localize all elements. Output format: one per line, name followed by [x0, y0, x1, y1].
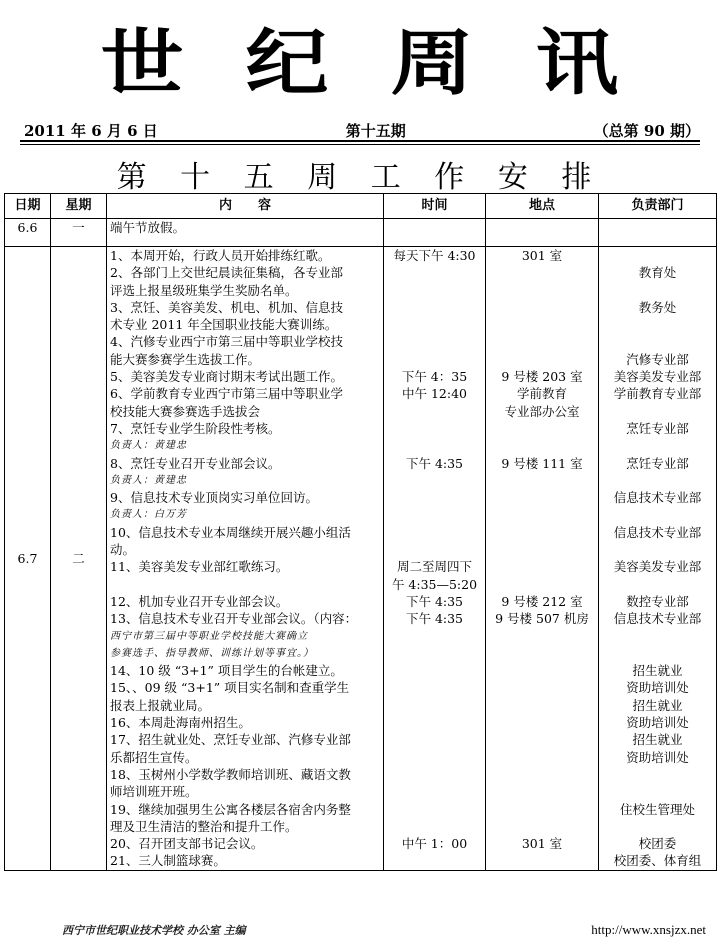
time-line — [387, 766, 482, 783]
content-line: 校技能大赛参赛选手选拔会 — [110, 403, 261, 419]
masthead-char-4: 讯 — [536, 20, 619, 105]
time-line — [387, 489, 482, 506]
content-line: 术专业 2011 年全国职业技能大赛训练。 — [110, 317, 338, 333]
dept-line — [602, 282, 713, 299]
time-line — [387, 714, 482, 731]
dept-line: 教育处 — [638, 265, 677, 281]
content-line: 1、本周开始，行政人员开始排练红歌。 — [110, 248, 331, 263]
masthead-rule-thin — [20, 144, 700, 145]
time-line: 中午 12:40 — [402, 386, 467, 402]
dept-line — [602, 628, 713, 645]
dept-line: 校团委 — [638, 836, 677, 852]
dept-line: 信息技术专业部 — [613, 611, 702, 627]
dept-line: 美容美发专业部 — [613, 559, 702, 575]
dept-line: 信息技术专业部 — [613, 524, 702, 540]
place-line — [489, 749, 595, 766]
place-line — [489, 316, 595, 333]
time-line — [387, 437, 482, 454]
time-line: 下午 4：35 — [401, 369, 468, 385]
dept-line: 美容美发专业部 — [613, 369, 702, 385]
content-line: 负责人：黄建忠 — [110, 474, 187, 486]
dept-line: 汽修专业部 — [626, 351, 689, 367]
place-line — [489, 437, 595, 454]
content-line — [110, 576, 380, 593]
place-line — [489, 576, 595, 593]
header-date: 日期 — [5, 194, 51, 219]
time-line — [387, 628, 482, 645]
dept-line — [602, 783, 713, 800]
place-line — [489, 628, 595, 645]
dept-line: 信息技术专业部 — [613, 490, 702, 506]
time-line — [387, 801, 482, 818]
time-line — [387, 524, 482, 541]
time-line — [387, 731, 482, 748]
content-line: 6、学前教育专业西宁市第三届中等职业学 — [110, 386, 343, 402]
place-line — [489, 783, 595, 800]
content-line: 理及卫生清洁的整治和提升工作。 — [110, 818, 298, 834]
place-line — [489, 697, 595, 714]
content-line: 动。 — [110, 542, 136, 558]
place-line — [489, 766, 595, 783]
place-line — [489, 679, 595, 696]
content-line: 18、玉树州小学数学教师培训班、藏语文教 — [110, 766, 351, 782]
place-line: 9 号楼 212 室 — [501, 593, 583, 609]
content-line: 14、10 级 “3+1” 项目学生的台帐建立。 — [110, 663, 343, 679]
dept-line: 学前教育专业部 — [613, 386, 702, 402]
place-line — [489, 282, 595, 299]
time-line — [387, 852, 482, 869]
dept-line — [602, 541, 713, 558]
place-line — [489, 506, 595, 523]
content-line: 12、机加专业召开专业部会议。 — [110, 593, 289, 609]
place-line — [489, 558, 595, 575]
issue-number: 第十五期 — [345, 122, 406, 140]
place-line — [489, 333, 595, 350]
content-line: 10、信息技术专业本周继续开展兴趣小组活 — [110, 524, 351, 540]
content-line: 15、、09 级 “3+1” 项目实名制和查重学生 — [110, 680, 350, 696]
place-line — [489, 299, 595, 316]
place-line: 专业部办公室 — [504, 403, 580, 419]
row-time — [384, 247, 486, 871]
masthead-char-2: 纪 — [246, 20, 329, 105]
place-line — [489, 801, 595, 818]
place-line — [489, 818, 595, 835]
dept-line — [602, 316, 713, 333]
place-line: 9 号楼 203 室 — [501, 369, 583, 385]
row-time — [384, 219, 486, 247]
row-date: 6.6 — [5, 219, 51, 247]
time-line — [387, 420, 482, 437]
time-line: 下午 4:35 — [405, 593, 464, 609]
footer-url[interactable]: http://www.xnsjzx.net — [591, 922, 706, 937]
header-weekday: 星期 — [51, 194, 107, 219]
time-line — [387, 333, 482, 350]
schedule-table — [4, 193, 717, 871]
time-line — [387, 662, 482, 679]
place-line — [489, 541, 595, 558]
place-line — [489, 731, 595, 748]
dept-line — [602, 403, 713, 420]
content-line: 参赛选手、指导教师、训练计划等事宜。） — [110, 647, 314, 659]
dept-line: 招生就业 — [632, 732, 683, 748]
content-line: 13、信息技术专业召开专业部会议。（内容： — [110, 611, 358, 627]
row-date: 6.7 — [5, 247, 51, 871]
table-row — [5, 247, 717, 871]
dept-line: 数控专业部 — [626, 593, 689, 609]
content-line: 负责人：白万芳 — [110, 509, 187, 521]
time-line: 下午 4:35 — [405, 611, 464, 627]
dept-line: 资助培训处 — [626, 715, 689, 731]
masthead-char-1: 世 — [101, 20, 184, 105]
dept-line — [602, 472, 713, 489]
dept-line — [602, 576, 713, 593]
row-content — [107, 247, 384, 871]
row-place — [486, 247, 599, 871]
place-line — [489, 420, 595, 437]
content-line: 19、继续加强男生公寓各楼层各宿舍内务整 — [110, 801, 351, 817]
header-content: 内 容 — [107, 194, 384, 219]
time-line — [387, 541, 482, 558]
document-title: 第 十 五 周 工 作 安 排 — [116, 160, 604, 195]
content-line: 评选上报星级班集学生奖励名单。 — [110, 282, 298, 298]
dept-line — [602, 645, 713, 662]
content-line: 2、各部门上交世纪晨读征集稿，各专业部 — [110, 265, 343, 281]
content-line: 3、烹饪、美容美发、机电、机加、信息技 — [110, 299, 343, 315]
content-line: 负责人：黄建忠 — [110, 440, 187, 452]
time-line — [387, 783, 482, 800]
header-dept: 负责部门 — [599, 194, 717, 219]
place-line — [489, 645, 595, 662]
dept-line: 资助培训处 — [626, 749, 689, 765]
time-line — [387, 645, 482, 662]
time-line — [387, 316, 482, 333]
content-line: 11、美容美发专业部红歌练习。 — [110, 559, 289, 575]
time-line — [387, 818, 482, 835]
place-line: 301 室 — [521, 836, 563, 852]
content-line: 7、烹饪专业学生阶段性考核。 — [110, 420, 281, 436]
row-place — [486, 219, 599, 247]
dept-line — [602, 506, 713, 523]
content-line: 17、招生就业处、烹饪专业部、汽修专业部 — [110, 732, 351, 748]
footer-publisher: 西宁市世纪职业技术学校 办公室 主编 — [62, 924, 246, 937]
time-line — [387, 282, 482, 299]
content-line: 能大赛参赛学生选拔工作。 — [110, 351, 261, 367]
time-line: 下午 4:35 — [405, 455, 464, 471]
place-line: 9 号楼 111 室 — [501, 455, 583, 471]
dept-line — [602, 247, 713, 264]
dept-line — [602, 333, 713, 350]
dept-line: 教务处 — [638, 299, 677, 315]
time-line — [387, 506, 482, 523]
content-line: 4、汽修专业西宁市第三届中等职业学校技 — [110, 334, 343, 350]
content-line: 21、三人制篮球赛。 — [110, 853, 226, 869]
time-line — [387, 679, 482, 696]
time-line: 每天下午 4:30 — [393, 248, 476, 263]
dept-line: 烹饪专业部 — [626, 420, 689, 436]
time-line — [387, 749, 482, 766]
header-place: 地点 — [486, 194, 599, 219]
place-line: 301 室 — [521, 248, 563, 263]
place-line — [489, 524, 595, 541]
dept-line — [602, 818, 713, 835]
place-line — [489, 662, 595, 679]
dept-line — [602, 766, 713, 783]
row-dept — [599, 247, 717, 871]
table-row — [5, 219, 717, 247]
time-line — [387, 264, 482, 281]
content-line: 西宁市第三届中等职业学校技能大赛确立 — [110, 630, 308, 642]
header-time: 时间 — [384, 194, 486, 219]
table-header-row — [5, 194, 717, 219]
time-line: 周二至周四下 — [396, 559, 472, 575]
place-line — [489, 472, 595, 489]
content-line: 报表上报就业局。 — [110, 697, 211, 713]
masthead-rule-thick — [20, 140, 700, 142]
content-line: 乐都招生宣传。 — [110, 749, 198, 765]
place-line: 学前教育 — [516, 386, 567, 402]
content-line: 20、召开团支部书记会议。 — [110, 836, 264, 852]
issue-total: （总第 90 期） — [593, 122, 700, 140]
dept-line — [602, 437, 713, 454]
place-line — [489, 852, 595, 869]
issue-date: 2011 年 6 月 6 日 — [24, 122, 158, 140]
masthead — [0, 18, 720, 108]
masthead-char-3: 周 — [391, 20, 474, 105]
dept-line: 招生就业 — [632, 663, 683, 679]
time-line — [387, 697, 482, 714]
time-line — [387, 351, 482, 368]
row-dept — [599, 219, 717, 247]
content-line: 师培训班开班。 — [110, 784, 198, 800]
time-line: 中午 1：00 — [401, 836, 468, 852]
time-line — [387, 472, 482, 489]
place-line — [489, 264, 595, 281]
content-line: 5、美容美发专业商讨期末考试出题工作。 — [110, 369, 343, 385]
row-weekday: 二 — [51, 247, 107, 871]
place-line — [489, 489, 595, 506]
time-line — [387, 403, 482, 420]
place-line: 9 号楼 507 机房 — [495, 611, 589, 627]
content-line: 8、烹饪专业召开专业部会议。 — [110, 455, 281, 471]
row-content: 端午节放假。 — [107, 219, 384, 247]
issue-line — [24, 120, 700, 141]
content-line: 16、本周赴海南州招生。 — [110, 715, 251, 731]
place-line — [489, 351, 595, 368]
dept-line: 烹饪专业部 — [626, 455, 689, 471]
content-line: 9、信息技术专业顶岗实习单位回访。 — [110, 490, 318, 506]
time-line — [387, 299, 482, 316]
place-line — [489, 714, 595, 731]
dept-line: 资助培训处 — [626, 680, 689, 696]
dept-line: 招生就业 — [632, 697, 683, 713]
row-weekday: 一 — [51, 219, 107, 247]
time-line: 午 4:35—5:20 — [391, 576, 478, 592]
dept-line: 校团委、体育组 — [613, 853, 702, 869]
dept-line: 住校生管理处 — [619, 801, 695, 817]
